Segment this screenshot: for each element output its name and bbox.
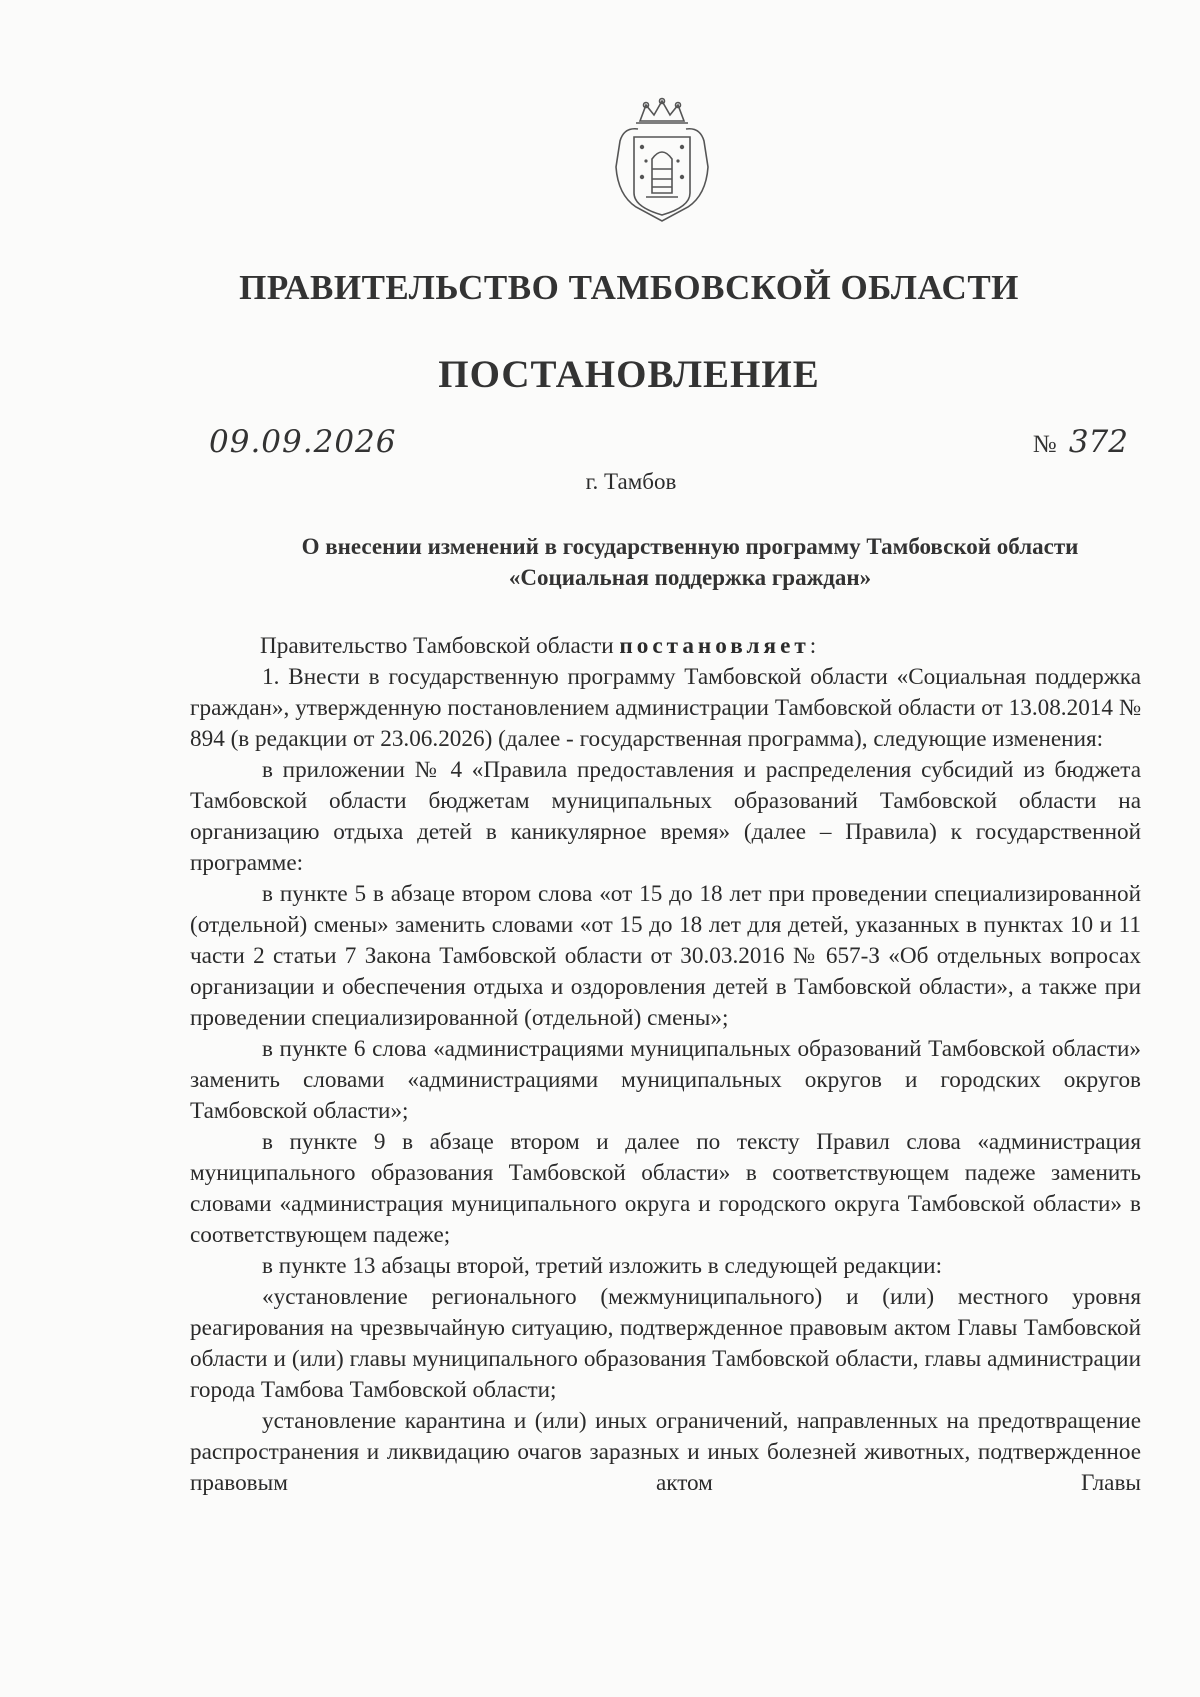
city-line: г. Тамбов — [585, 469, 677, 494]
paragraph-6: в пункте 13 абзацы второй, третий изложить в следующей редакции: — [262, 1253, 943, 1279]
intro-end: : — [809, 633, 817, 659]
paragraph-7: «установление регионального (межмуниципального) и (или) местного уровня реагирования на чрезвычайную ситуацию, подтвержденное правовым актом Главы Тамбовской области и (или) главы муниципального образования Тамбовской области, главы администрации города Тамбова Тамбовской области; — [190, 1284, 1141, 1403]
intro-lead: Правительство Тамбовской области — [260, 633, 620, 659]
document-type-title: ПОСТАНОВЛЕНИЕ — [438, 353, 820, 396]
number-label: № — [1032, 431, 1057, 458]
paragraph-1: 1. Внести в государственную программу Тамбовской области «Социальная поддержка граждан», утвержденную постановлением администрации Тамбовской области от 13.08.2014 № 894 (в редакции от 23.06.2026) (далее - государственная программа), следующие изменения: — [190, 664, 1141, 752]
handwritten-number: 372 — [1068, 424, 1128, 460]
government-title: ПРАВИТЕЛЬСТВО ТАМБОВСКОЙ ОБЛАСТИ — [239, 268, 1019, 307]
paragraph-2: в приложении № 4 «Правила предоставления и распределения субсидий из бюджета Тамбовской области бюджетам муниципальных образований Тамбовской области на организацию отдыха детей в каникулярное время» (далее – Правила) к государственной программе: — [190, 757, 1141, 876]
intro-paragraph — [190, 631, 1141, 662]
document-number — [1033, 424, 1128, 460]
resolution-subject: О внесении изменений в государственную программу Тамбовской области «Социальная поддержка граждан» — [301, 534, 1079, 590]
paragraph-4: в пункте 6 слова «администрациями муниципальных образований Тамбовской области» заменить словами «администрациями муниципальных округов и городских округов Тамбовской области»; — [190, 1036, 1141, 1124]
handwritten-date: 09.09.2026 — [209, 424, 397, 460]
resolution-body — [190, 631, 1141, 1499]
paragraph-5: в пункте 9 в абзаце втором и далее по тексту Правил слова «администрация муниципального образования Тамбовской области» в соответствующем падеже заменить словами «администрация муниципального округа и городского округа Тамбовской области» в соответствующем падеже; — [190, 1129, 1141, 1248]
paragraph-3: в пункте 5 в абзаце втором слова «от 15 до 18 лет при проведении специализированной (отдельной) смены» заменить словами «от 15 до 18 лет для детей, указанных в пунктах 10 и 11 части 2 статьи 7 Закона Тамбовской области от 30.03.2016 № 657-З «Об отдельных вопросах организации и обеспечения отдыха и оздоровления детей в Тамбовской области», а также при проведении специализированной (отдельной) смены»; — [190, 881, 1141, 1031]
paragraph-8: установление карантина и (или) иных ограничений, направленных на предотвращение распространения и ликвидацию очагов заразных и иных болезней животных, подтвержденное правовым актом Главы — [190, 1408, 1141, 1496]
tambov-coat-of-arms-emblem — [602, 97, 722, 225]
intro-verb: постановляет — [619, 633, 810, 659]
